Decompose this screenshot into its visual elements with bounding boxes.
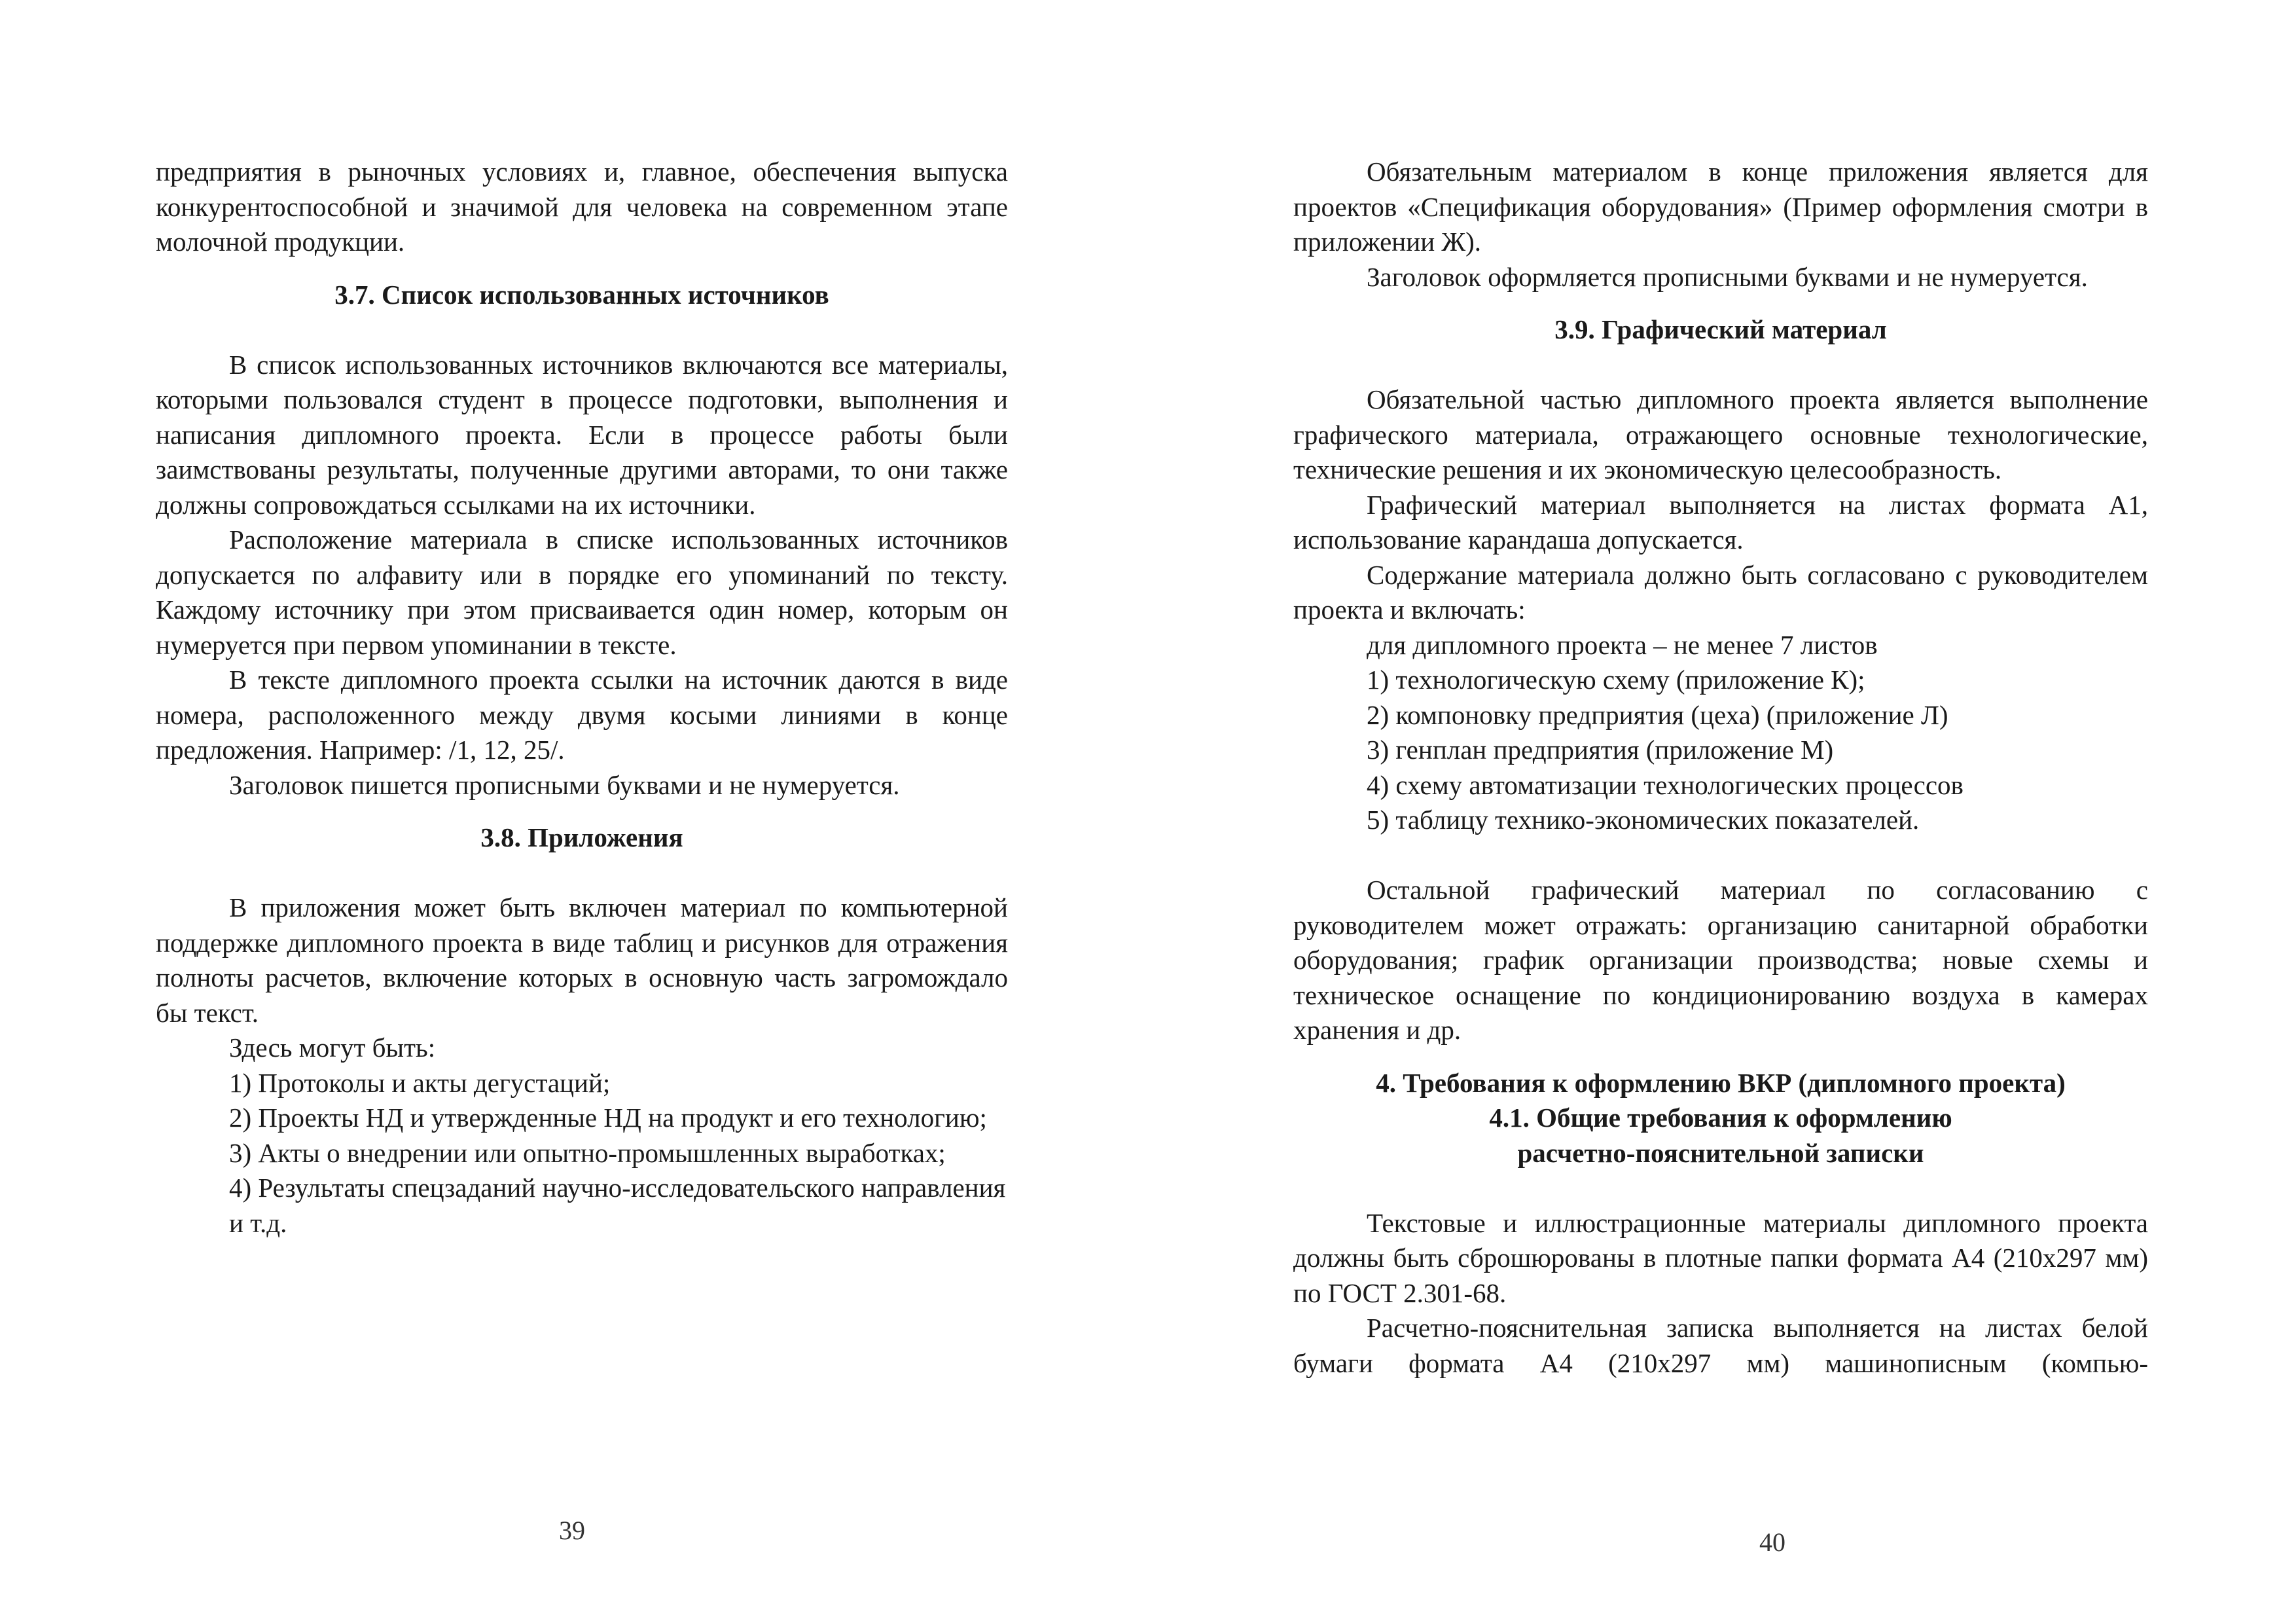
- etc-text: и т.д.: [229, 1207, 287, 1238]
- heading-3-8: 3.8. Приложения: [480, 822, 683, 852]
- list-item: 4) схему автоматизации технологических процессов: [1367, 769, 1964, 800]
- paragraph-3-8-1: В приложения может быть включен материал по компьютерной поддержке дипломного проекта в виде таблиц и рисунков для отражения полноты расчетов, включение которых в основную часть загромождало бы текст.: [156, 892, 1008, 1028]
- paragraph-3-7-4: Заголовок пишется прописными буквами и не нумеруется.: [229, 769, 900, 800]
- page-number: 40: [1759, 1527, 1785, 1557]
- paragraph-3-8-2: Здесь могут быть:: [229, 1032, 436, 1063]
- list-intro: для дипломного проекта – не менее 7 листов: [1367, 629, 1878, 660]
- paragraph-3-9-2: Графический материал выполняется на листах формата А1, использование карандаша допускается.: [1293, 489, 2148, 555]
- intro-paragraph: предприятия в рыночных условиях и, главное, обеспечения выпуска конкурентоспособной и значимой для человека на современном этапе молочной продукции.: [156, 156, 1008, 257]
- list-item: 2) Проекты НД и утвержденные НД на продукт и его технологию;: [229, 1103, 987, 1133]
- heading-3-7: 3.7. Список использованных источников: [334, 279, 829, 310]
- paragraph-spec: Обязательным материалом в конце приложения является для проектов «Спецификация оборудования» (Пример оформления смотри в приложении Ж).: [1293, 156, 2148, 257]
- paragraph-3-7-2: Расположение материала в списке использованных источников допускается по алфавиту или в порядке его упоминаний по тексту. Каждому источнику при этом присваивается один номер, которым он нумеруется при первом упоминании в тексте.: [156, 524, 1008, 660]
- paragraph-3-9-4: Остальной графический материал по согласованию с руководителем может отражать: организацию санитарной обработки оборудования; график организации производства; новые схемы и техническое оснащение по кондиционированию воздуха в камерах хранения и др.: [1293, 875, 2148, 1045]
- right-page-text: [1293, 155, 2148, 1381]
- left-page-text: [156, 155, 1008, 1241]
- list-item: 2) компоновку предприятия (цеха) (приложение Л): [1367, 699, 1948, 730]
- paragraph-4-1-1: Текстовые и иллюстрационные материалы дипломного проекта должны быть сброшюрованы в плотные папки формата А4 (210х297 мм) по ГОСТ 2.301-68.: [1293, 1207, 2148, 1308]
- list-item: 3) генплан предприятия (приложение М): [1367, 735, 1834, 765]
- heading-3-9: 3.9. Графический материал: [1554, 314, 1887, 344]
- list-item: 3) Акты о внедрении или опытно-промышленных выработках;: [229, 1137, 946, 1168]
- page-number: 39: [559, 1516, 585, 1545]
- heading-4: 4. Требования к оформлению ВКР (дипломного проекта): [1376, 1067, 2066, 1098]
- list-item: 5) таблицу технико-экономических показателей.: [1367, 805, 1920, 835]
- list-item: 4) Результаты спецзаданий научно-исследовательского направления: [229, 1173, 1006, 1203]
- paragraph-heading-rule: Заголовок оформляется прописными буквами и не нумеруется.: [1367, 261, 2088, 292]
- list-item: 1) технологическую схему (приложение К);: [1367, 665, 1865, 695]
- list-item: 1) Протоколы и акты дегустаций;: [229, 1067, 611, 1098]
- heading-4-1-line1: 4.1. Общие требования к оформлению: [1489, 1103, 1952, 1133]
- paragraph-3-7-1: В список использованных источников включаются все материалы, которыми пользовался студент в процессе подготовки, выполнения и написания дипломного проекта. Если в процессе работы были заимствованы результаты, полученные другими авторами, то они также должны сопровождаться ссылками на их источники.: [156, 349, 1008, 520]
- right-page: [1148, 0, 2296, 1623]
- paragraph-3-9-3: Содержание материала должно быть согласовано с руководителем проекта и включать:: [1293, 559, 2148, 625]
- paragraph-3-9-1: Обязательной частью дипломного проекта является выполнение графического материала, отражающего основные технологические, технические решения и их экономическую целесообразность.: [1293, 384, 2148, 484]
- heading-4-1-line2: расчетно-пояснительной записки: [1517, 1137, 1924, 1168]
- paragraph-3-7-3: В тексте дипломного проекта ссылки на источник даются в виде номера, расположенного между двумя косыми линиями в конце предложения. Например: /1, 12, 25/.: [156, 665, 1008, 765]
- paragraph-4-1-2: Расчетно-пояснительная записка выполняется на листах белой бумаги формата А4 (210х297 мм) машинописным (компью-: [1293, 1313, 2148, 1378]
